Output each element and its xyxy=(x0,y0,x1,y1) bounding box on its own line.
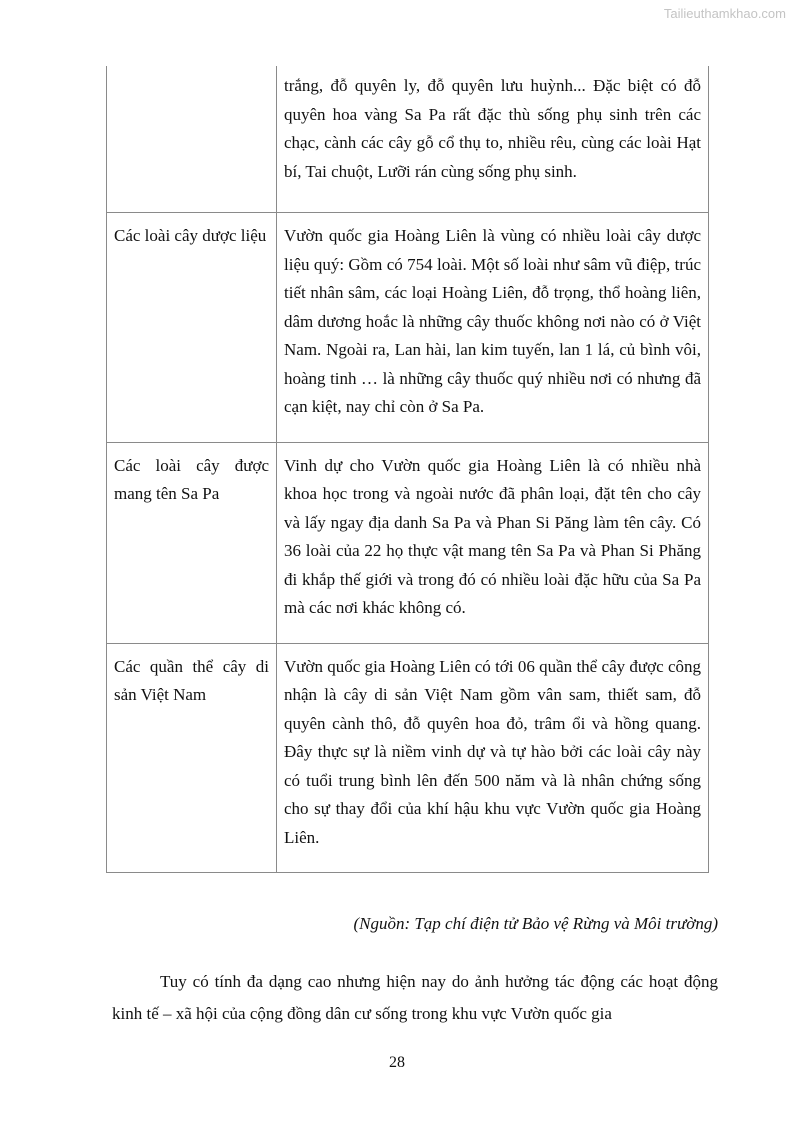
table-row xyxy=(107,643,709,873)
category-cell: Các loài cây dược liệu xyxy=(107,213,277,443)
page-number: 28 xyxy=(389,1054,405,1071)
source-citation: (Nguồn: Tạp chí điện tử Bảo vệ Rừng và Môi trường) xyxy=(353,914,718,933)
table-row xyxy=(107,66,709,213)
description-cell: Vinh dự cho Vườn quốc gia Hoàng Liên là có nhiều nhà khoa học trong và ngoài nước đã phân loại, đặt tên cho cây và lấy ngay địa danh Sa Pa và Phan Si Păng làm tên cây. Có 36 loài của 22 họ thực vật mang tên Sa Pa và Phan Si Phăng đi khắp thế giới và trong đó có nhiều loài đặc hữu của Sa Pa mà các nơi khác không có. xyxy=(277,442,709,643)
table-row xyxy=(107,213,709,443)
category-cell: Các loài cây được mang tên Sa Pa xyxy=(107,442,277,643)
watermark: Tailieuthamkhao.com xyxy=(663,6,786,21)
category-cell xyxy=(107,66,277,213)
table-row xyxy=(107,442,709,643)
description-cell: Vườn quốc gia Hoàng Liên có tới 06 quần thể cây được công nhận là cây di sản Việt Nam gồm vân sam, thiết sam, đỗ quyên cành thô, đỗ quyên hoa đỏ, trâm ổi và hồng quang. Đây thực sự là niềm vinh dự và tự hào bởi các loài cây này có tuổi trung bình lên đến 500 năm và là nhân chứng sống cho sự thay đổi của khí hậu khu vực Vườn quốc gia Hoàng Liên. xyxy=(277,643,709,873)
species-table xyxy=(106,66,709,873)
description-cell: Vườn quốc gia Hoàng Liên là vùng có nhiều loài cây dược liệu quý: Gồm có 754 loài. Một số loài như sâm vũ điệp, trúc tiết nhân sâm, các loại Hoàng Liên, đỗ trọng, thổ hoàng liên, dâm dương hoắc là những cây thuốc không nơi nào có ở Việt Nam. Ngoài ra, Lan hài, lan kim tuyến, lan 1 lá, củ bình vôi, hoàng tinh … là những cây thuốc quý nhiều nơi có nhưng đã cạn kiệt, nay chỉ còn ở Sa Pa. xyxy=(277,213,709,443)
body-paragraph: Tuy có tính đa dạng cao nhưng hiện nay do ảnh hưởng tác động các hoạt động kinh tế – xã hội của cộng đồng dân cư sống trong khu vực Vườn quốc gia xyxy=(112,972,718,1023)
category-cell: Các quần thể cây di sản Việt Nam xyxy=(107,643,277,873)
description-cell: trắng, đỗ quyên ly, đỗ quyên lưu huỳnh... Đặc biệt có đỗ quyên hoa vàng Sa Pa rất đặc thù sống phụ sinh trên các chạc, cành các cây gỗ cổ thụ to, nhiều rêu, cùng các loài Hạt bí, Tai chuột, Lưỡi rán cùng sống phụ sinh. xyxy=(277,66,709,213)
